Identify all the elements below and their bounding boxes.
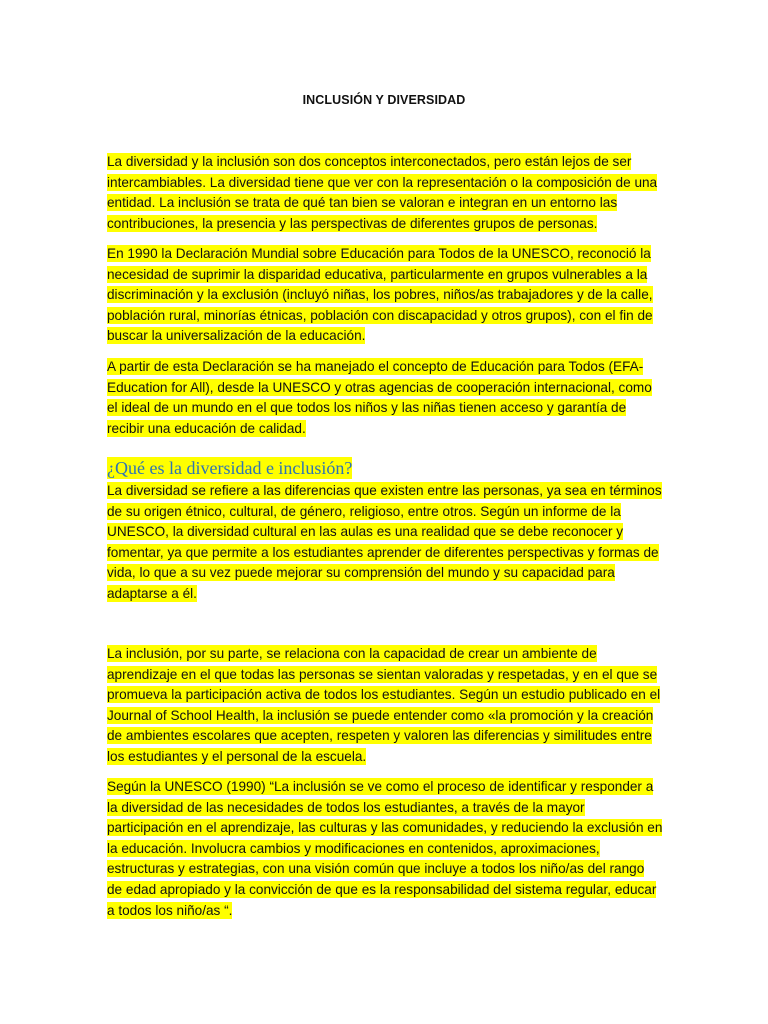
paragraph-2: [107, 244, 663, 347]
paragraph-2-text: En 1990 la Declaración Mundial sobre Educación para Todos de la UNESCO, reconoció la necesidad de suprimir la disparidad educativa, particularmente en grupos vulnerables a la discriminación y la exclusión (incluyó niñas, los pobres, niños/as trabajadores y de la calle, población rural, minorías étnicas, población con discapacidad y otros grupos), con el fin de buscar la universalización de la educación.: [107, 246, 653, 344]
section-heading: [107, 456, 352, 480]
section-paragraph-1-text: La diversidad se refiere a las diferencias que existen entre las personas, ya sea en términos de su origen étnico, cultural, de género, religioso, entre otros. Según un informe de la UNESCO, la diversidad cultural en las aulas es una realidad que se debe reconocer y fomentar, ya que permite a los estudiantes aprender de diferentes perspectivas y formas de vida, lo que a su vez puede mejorar su comprensión del mundo y su capacidad para adaptarse a él.: [107, 483, 662, 601]
paragraph-1-text: La diversidad y la inclusión son dos conceptos interconectados, pero están lejos de ser intercambiables. La diversidad tiene que ver con la representación o la composición de una entidad. La inclusión se trata de qué tan bien se valoran e integran en un entorno las contribuciones, la presencia y las perspectivas de diferentes grupos de personas.: [107, 154, 658, 231]
paragraph-1: [107, 152, 663, 234]
document-title: INCLUSIÓN Y DIVERSIDAD: [302, 93, 466, 107]
paragraph-3: [107, 357, 663, 439]
section-paragraph-2-text: La inclusión, por su parte, se relaciona con la capacidad de crear un ambiente de aprendizaje en el que todas las personas se sientan valoradas y respetadas, y en el que se promueva la participación activa de todos los estudiantes. Según un estudio publicado en el Journal of School Health, la inclusión se puede entender como «la promoción y la creación de ambientes escolares que acepten, respeten y valoren las diferencias y similitudes entre los estudiantes y el personal de la escuela.: [107, 646, 661, 764]
section-paragraph-3: [107, 777, 663, 921]
section-paragraph-1: [107, 481, 663, 605]
paragraph-3-text: A partir de esta Declaración se ha manejado el concepto de Educación para Todos (EFA-Education for All), desde la UNESCO y otras agencias de cooperación internacional, como el ideal de un mundo en el que todos los niños y las niñas tienen acceso y garantía de recibir una educación de calidad.: [107, 359, 652, 436]
section-heading-text: ¿Qué es la diversidad e inclusión?: [107, 458, 353, 478]
section-paragraph-3-text: Según la UNESCO (1990) “La inclusión se ve como el proceso de identificar y responder a la diversidad de las necesidades de todos los estudiantes, a través de la mayor participación en el aprendizaje, las culturas y las comunidades, y reduciendo la exclusión en la educación. Involucra cambios y modificaciones en contenidos, aproximaciones, estructuras y estrategias, con una visión común que incluye a todos los niño/as del rango de edad apropiado y la convicción de que es la responsabilidad del sistema regular, educar a todos los niño/as “.: [107, 779, 663, 918]
section-paragraph-2: [107, 644, 663, 768]
